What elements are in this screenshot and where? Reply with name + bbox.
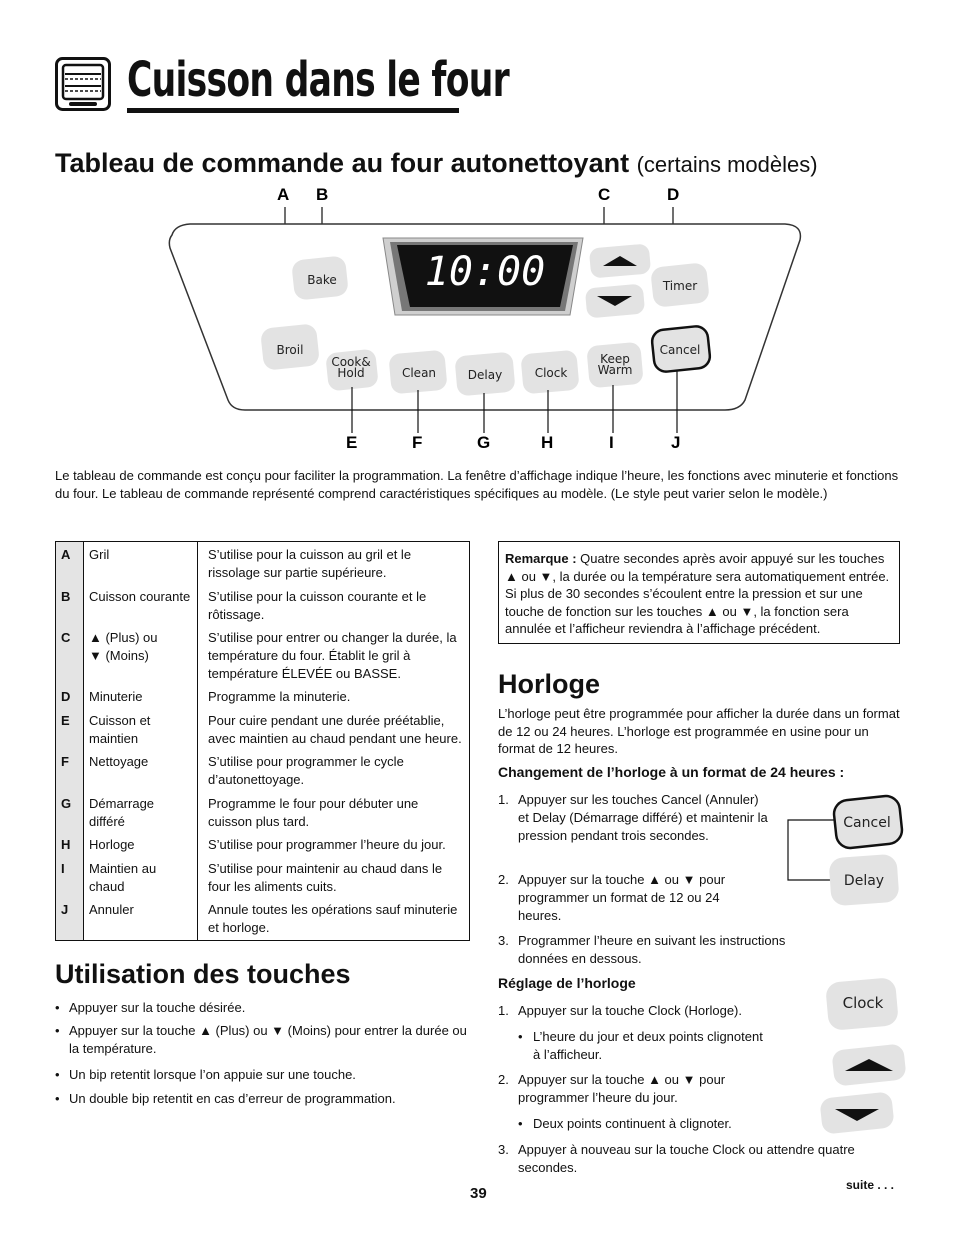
panel-section-heading	[55, 148, 818, 179]
row-letter: H	[61, 837, 71, 852]
row-name: ▲ (Plus) ou ▼ (Moins)	[89, 630, 158, 663]
list-item: 1. Appuyer sur les touches Cancel (Annuler) et Delay (Démarrage différé) et maintenir la pression pendant trois secondes.	[498, 792, 768, 843]
row-letter: D	[61, 689, 71, 704]
step-text: Appuyer sur la touche ▲ ou ▼ pour programmer l’heure du jour.	[518, 1072, 726, 1105]
bullet-text: Appuyer sur la touche ▲ (Plus) ou ▼ (Moins) pour entrer la durée ou la température.	[69, 1023, 467, 1056]
label-e: E	[346, 433, 358, 452]
cancel-key-label: Cancel	[659, 343, 701, 357]
keep-warm-key-label-2: Warm	[597, 363, 633, 377]
clock-key[interactable]	[825, 977, 899, 1031]
control-panel-diagram	[0, 180, 954, 460]
label-h: H	[541, 433, 554, 452]
clock-key-label: Clock	[534, 366, 568, 380]
cook-hold-key[interactable]	[325, 348, 379, 391]
bake-key-label: Bake	[307, 273, 337, 287]
cook-hold-key-label-1: Cook&	[331, 355, 371, 369]
oven-icon	[55, 57, 111, 111]
down-arrow-key[interactable]	[585, 284, 645, 319]
row-name: Nettoyage	[89, 754, 149, 769]
step-text: Appuyer sur la touche Clock (Horloge).	[518, 1003, 742, 1018]
remark-text: Quatre secondes après avoir appuyé sur les touches ▲ ou ▼, la durée ou la température sera automatiquement entrée. Si plus de 30 secondes s’écoulent entre la pression et sur une touche de fonction sur les touches ▲ ou ▼, la fonction sera annulée et l’afficheur reviendra à l’affichage précédent.	[505, 551, 890, 636]
list-item: • Un double bip retentit en cas d’erreur de programmation.	[55, 1091, 396, 1106]
page-title: Cuisson dans le four	[127, 52, 509, 108]
timer-key-label: Timer	[662, 279, 698, 293]
row-desc: S’utilise pour la cuisson courante et le rôtissage.	[208, 589, 427, 622]
bullet-text: Appuyer sur la touche désirée.	[69, 1000, 246, 1015]
label-d: D	[667, 185, 680, 204]
cook-hold-key-label-2: Hold	[337, 366, 365, 380]
bullet-text: Deux points continuent à clignoter.	[533, 1116, 732, 1131]
row-letter: A	[61, 547, 71, 562]
row-name: Gril	[89, 547, 110, 562]
list-item: • Appuyer sur la touche ▲ (Plus) ou ▼ (Moins) pour entrer la durée ou la température.	[55, 1022, 470, 1062]
list-item: 1. Appuyer sur la touche Clock (Horloge).	[498, 1002, 798, 1020]
utilisation-heading: Utilisation des touches	[55, 959, 351, 989]
intro-paragraph: Le tableau de commande est conçu pour faciliter la programmation. La fenêtre d’affichage indique l’heure, les fonctions avec minuterie et fonctions du four. Le tableau de commande représenté comprend caractéristiques spécifiques au modèle. (Le style peut varier selon le modèle.)	[55, 468, 899, 501]
row-letter: G	[61, 796, 72, 811]
cancel-delay-illustration	[780, 790, 920, 910]
label-f: F	[412, 433, 423, 452]
label-g: G	[477, 433, 491, 452]
legend-table	[55, 541, 470, 941]
step-text: Appuyer sur les touches Cancel (Annuler) et Delay (Démarrage différé) et maintenir la pression pendant trois secondes.	[518, 792, 768, 843]
keep-warm-key-label-1: Keep	[600, 352, 630, 366]
list-item: • L’heure du jour et deux points clignotent à l’afficheur.	[518, 1028, 778, 1064]
cancel-key[interactable]	[651, 325, 711, 373]
row-desc: S’utilise pour programmer l’heure du jour.	[208, 837, 446, 852]
row-letter: J	[61, 902, 69, 917]
label-j: J	[671, 433, 681, 452]
remark-label: Remarque :	[505, 551, 577, 566]
row-desc: S’utilise pour programmer le cycle d’autonettoyage.	[208, 754, 404, 787]
row-desc: S’utilise pour la cuisson au gril et le rissolage sur partie supérieure.	[208, 547, 412, 580]
change-format-heading: Changement de l’horloge à un format de 24 heures :	[498, 764, 845, 780]
bullet-text: Un double bip retentit en cas d’erreur de programmation.	[69, 1091, 396, 1106]
label-c: C	[598, 185, 611, 204]
list-item: 2. Appuyer sur la touche ▲ ou ▼ pour programmer un format de 12 ou 24 heures.	[498, 871, 768, 925]
step-text: Appuyer sur la touche ▲ ou ▼ pour programmer un format de 12 ou 24 heures.	[518, 872, 726, 923]
bullet-text: L’heure du jour et deux points clignotent à l’afficheur.	[533, 1029, 763, 1062]
list-item: 3. Programmer l’heure en suivant les instructions données en dessous.	[498, 932, 808, 968]
delay-key-label: Delay	[843, 873, 885, 889]
clock-arrows-illustration	[815, 975, 915, 1135]
row-desc: S’utilise pour maintenir au chaud dans le four les aliments cuits.	[208, 861, 443, 894]
up-arrow-key[interactable]	[831, 1043, 906, 1086]
delay-key[interactable]	[454, 352, 515, 397]
list-item: • Deux points continuent à clignoter.	[518, 1115, 778, 1133]
row-letter: I	[61, 861, 65, 876]
list-item: • Un bip retentit lorsque l’on appuie sur une touche.	[55, 1067, 356, 1082]
row-letter: E	[61, 713, 70, 728]
horloge-heading: Horloge	[498, 669, 601, 699]
bake-key[interactable]	[291, 255, 349, 300]
bullet-text: Un bip retentit lorsque l’on appuie sur une touche.	[69, 1067, 356, 1082]
row-name: Cuisson et maintien	[89, 713, 151, 746]
row-desc: Programme la minuterie.	[208, 689, 351, 704]
clock-key-label: Clock	[842, 994, 884, 1012]
row-desc: S’utilise pour entrer ou changer la durée, la température du four. Établit le gril à température ÉLEVÉE ou BASSE.	[208, 630, 457, 681]
display-time: 10:00	[424, 249, 546, 295]
row-name: Minuterie	[89, 689, 143, 704]
panel-heading-sub: (certains modèles)	[636, 152, 818, 177]
panel-heading-main: Tableau de commande au four autonettoyant	[55, 148, 630, 178]
list-item: 2. Appuyer sur la touche ▲ ou ▼ pour programmer l’heure du jour.	[498, 1071, 758, 1107]
timer-key[interactable]	[650, 262, 710, 308]
label-a: A	[277, 185, 290, 204]
clean-key[interactable]	[388, 350, 447, 395]
list-item: • Appuyer sur la touche désirée.	[55, 1000, 246, 1015]
cancel-key[interactable]	[833, 795, 904, 850]
row-desc: Pour cuire pendant une durée préétablie, avec maintien au chaud pendant une heure.	[208, 713, 462, 746]
row-desc: Annule toutes les opérations sauf minuterie et horloge.	[208, 902, 458, 935]
broil-key[interactable]	[260, 323, 320, 371]
row-desc: Programme le four pour débuter une cuisson plus tard.	[208, 796, 419, 829]
label-i: I	[609, 433, 614, 452]
label-b: B	[316, 185, 329, 204]
up-arrow-key[interactable]	[589, 243, 651, 278]
delay-key[interactable]	[828, 854, 899, 907]
keep-warm-key[interactable]	[586, 342, 643, 389]
set-clock-heading: Réglage de l’horloge	[498, 975, 636, 991]
clean-key-label: Clean	[401, 366, 437, 380]
down-arrow-key[interactable]	[819, 1091, 894, 1134]
row-name: Annuler	[89, 902, 134, 917]
row-letter: C	[61, 630, 71, 645]
row-name: Maintien au chaud	[89, 861, 157, 894]
continued-label: suite . . .	[846, 1178, 895, 1192]
remark-box	[498, 541, 900, 644]
page-number: 39	[470, 1185, 487, 1202]
step-text: Programmer l’heure en suivant les instructions données en dessous.	[518, 933, 786, 966]
title-underline	[127, 108, 459, 113]
row-name: Horloge	[89, 837, 135, 852]
row-letter: F	[61, 754, 69, 769]
delay-key-label: Delay	[467, 368, 503, 382]
row-letter: B	[61, 589, 71, 604]
row-name: Cuisson courante	[89, 589, 191, 604]
step-text: Appuyer à nouveau sur la touche Clock ou attendre quatre secondes.	[518, 1142, 855, 1175]
list-item: 3. Appuyer à nouveau sur la touche Clock ou attendre quatre secondes.	[498, 1141, 878, 1177]
horloge-intro: L’horloge peut être programmée pour afficher la durée dans un format de 12 ou 24 heures. L’horloge est programmée en usine pour un format de 12 heures.	[498, 706, 900, 756]
row-name: Démarrage différé	[89, 796, 155, 829]
clock-key[interactable]	[520, 350, 579, 395]
broil-key-label: Broil	[276, 343, 304, 357]
cancel-key-label: Cancel	[843, 815, 891, 831]
